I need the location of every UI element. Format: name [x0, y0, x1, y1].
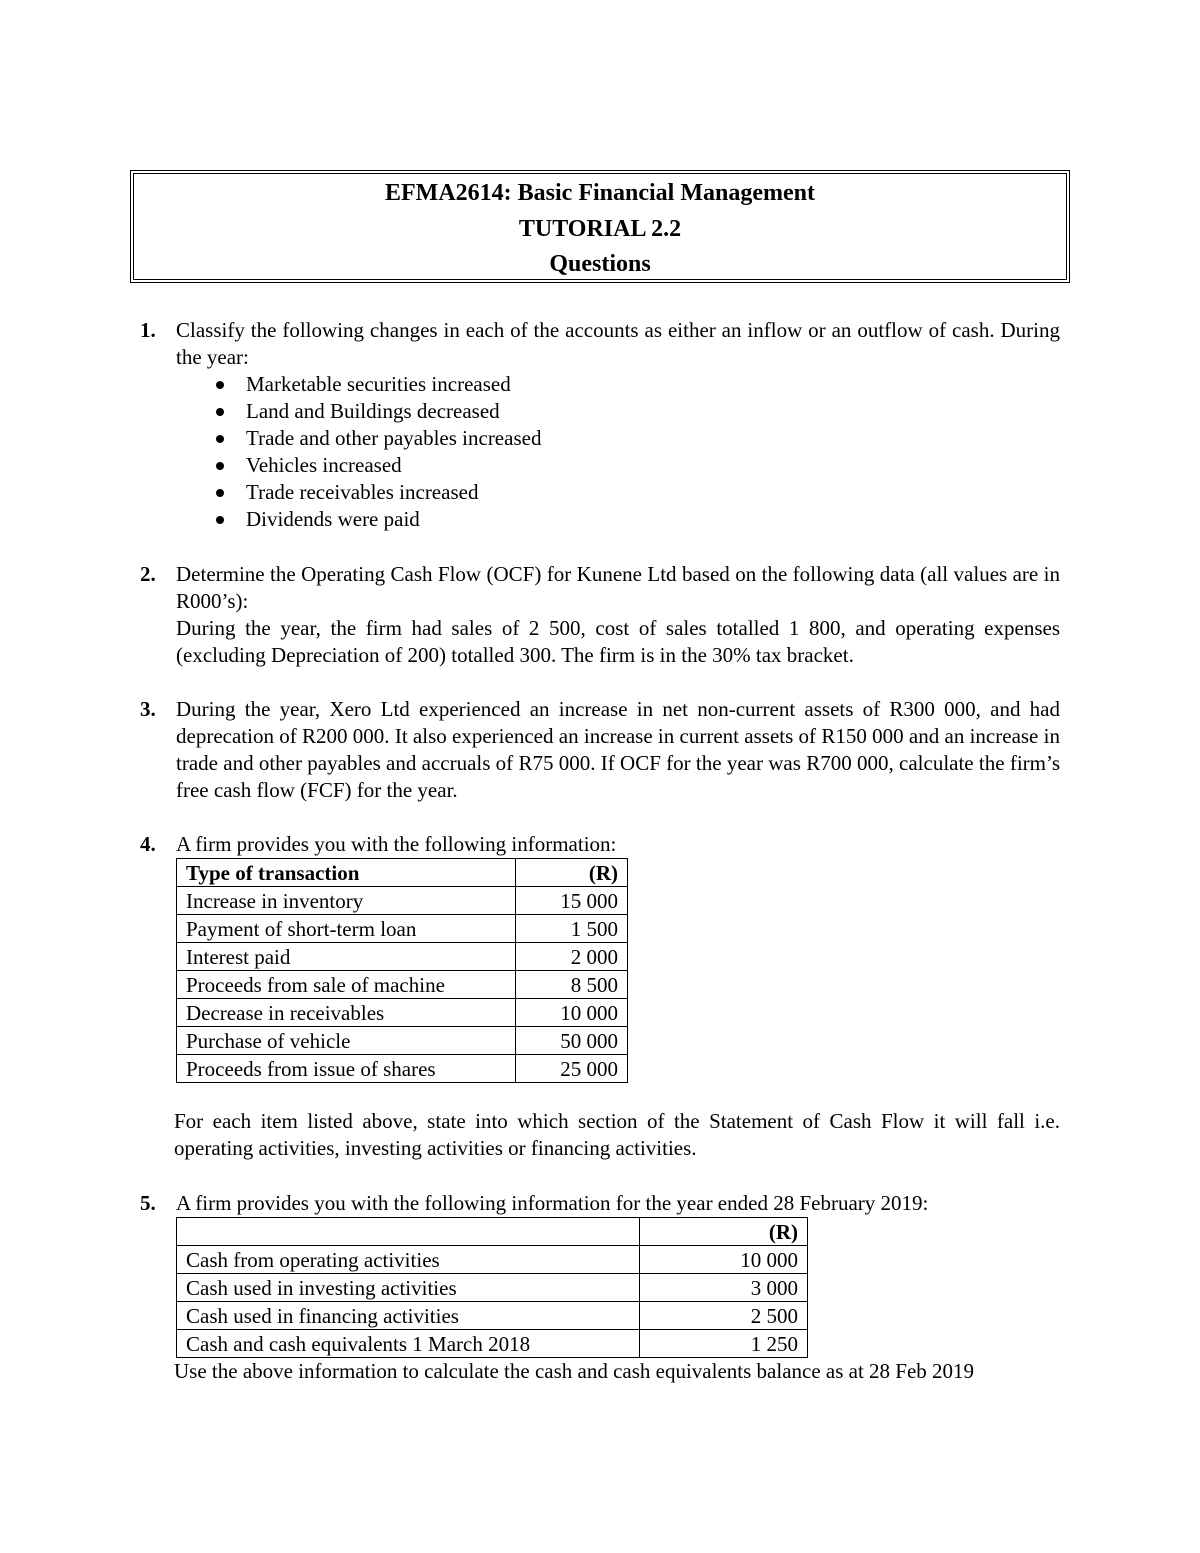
question-1 — [140, 317, 1060, 533]
bullet-icon — [216, 435, 224, 443]
course-title: EFMA2614: Basic Financial Management — [385, 180, 815, 206]
table-row: Payment of short-term loan 1 500 — [177, 915, 628, 943]
questions-heading: Questions — [549, 251, 651, 277]
table-header-row — [177, 1218, 808, 1246]
question-text: During the year, the firm had sales of 2 500, cost of sales totalled 1 800, and operating expenses (excluding Depreciation of 200) totalled 300. The firm is in the 30% tax bracket. — [176, 616, 1060, 667]
question-text: During the year, Xero Ltd experienced an increase in net non-current assets of R300 000, and had deprecation of R200 000. It also experienced an increase in current assets of R150 000 and an increase in trade and other payables and accruals of R75 000. If OCF for the year was R700 000, calculate the firm’s free cash flow (FCF) for the year. — [176, 697, 1060, 802]
bullet-icon — [216, 408, 224, 416]
question-number: 3. — [140, 697, 156, 721]
list-item: Trade and other payables increased — [176, 425, 1060, 452]
table-row: Cash used in financing activities 2 500 — [177, 1302, 808, 1330]
table-row: Increase in inventory 15 000 — [177, 887, 628, 915]
table-row: Purchase of vehicle 50 000 — [177, 1027, 628, 1055]
question-3 — [140, 696, 1060, 804]
table-row: Decrease in receivables 10 000 — [177, 999, 628, 1027]
list-item: Vehicles increased — [176, 452, 1060, 479]
question-number: 1. — [140, 318, 156, 342]
tutorial-title: TUTORIAL 2.2 — [518, 216, 682, 242]
title-box — [130, 170, 1070, 283]
list-item: Trade receivables increased — [176, 479, 1060, 506]
cash-flow-table — [176, 1217, 808, 1358]
bullet-icon — [216, 489, 224, 497]
table-row: Interest paid 2 000 — [177, 943, 628, 971]
list-item: Dividends were paid — [176, 506, 1060, 533]
question-5 — [140, 1190, 1060, 1385]
table-row: Cash used in investing activities 3 000 — [177, 1274, 808, 1302]
bullet-icon — [216, 381, 224, 389]
bullet-icon — [216, 516, 224, 524]
question-number: 5. — [140, 1191, 156, 1215]
question-4 — [140, 831, 1060, 1083]
question-number: 2. — [140, 562, 156, 586]
table-header-cell: (R) — [516, 859, 628, 887]
table-header-cell — [177, 1218, 640, 1246]
table-row: Proceeds from sale of machine 8 500 — [177, 971, 628, 999]
list-item: Marketable securities increased — [176, 371, 1060, 398]
question-instruction: Use the above information to calculate the cash and cash equivalents balance as at 28 Feb 2019 — [174, 1359, 975, 1383]
transactions-table — [176, 858, 628, 1083]
list-item: Land and Buildings decreased — [176, 398, 1060, 425]
table-row: Cash from operating activities 10 000 — [177, 1246, 808, 1274]
table-header-row — [177, 859, 628, 887]
question-text: A firm provides you with the following information for the year ended 28 February 2019: — [176, 1191, 929, 1215]
question-text: Classify the following changes in each of the accounts as either an inflow or an outflow of cash. During the year: — [176, 318, 1060, 369]
question-number: 4. — [140, 832, 156, 856]
question-2 — [140, 561, 1060, 669]
table-header-cell: Type of transaction — [177, 859, 516, 887]
bullet-icon — [216, 462, 224, 470]
bullet-list — [176, 371, 1060, 533]
question-4-instruction: For each item listed above, state into which section of the Statement of Cash Flow it will fall i.e. operating activities, investing activities or financing activities. — [174, 1109, 1060, 1160]
table-header-cell: (R) — [640, 1218, 808, 1246]
question-text: Determine the Operating Cash Flow (OCF) for Kunene Ltd based on the following data (all values are in R000’s): — [176, 562, 1060, 613]
table-row: Proceeds from issue of shares 25 000 — [177, 1055, 628, 1083]
table-row: Cash and cash equivalents 1 March 2018 1 250 — [177, 1330, 808, 1358]
question-text: A firm provides you with the following information: — [176, 832, 617, 856]
